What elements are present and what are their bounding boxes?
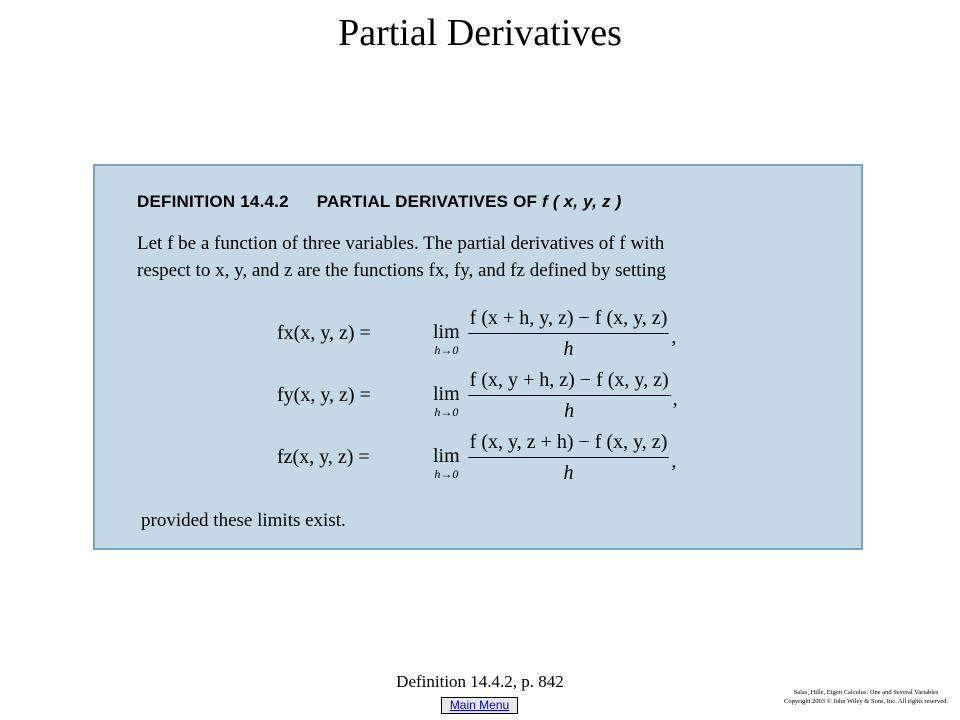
slide-caption: Definition 14.4.2, p. 842: [396, 672, 564, 691]
difference-quotient: [468, 430, 670, 485]
formula-lhs: fx(x, y, z) =: [277, 321, 371, 344]
formula-lhs: fz(x, y, z) =: [277, 445, 370, 468]
numerator: f (x, y, z + h) − f (x, y, z): [468, 430, 670, 458]
formula-fz: [277, 428, 676, 486]
limit-word: lim: [433, 383, 460, 405]
formula-fx: [277, 304, 676, 362]
slide-title: Partial Derivatives: [338, 12, 622, 54]
formula-trail: ,: [671, 325, 677, 348]
copyright-line-1: Salas, Hille, Etgen Calculus: One and Several Variables: [793, 689, 939, 696]
formula-trail: ,: [671, 449, 677, 472]
formula-lhs: fy(x, y, z) =: [277, 383, 371, 406]
formula-trail: ,: [672, 387, 678, 410]
definition-intro: [137, 230, 827, 284]
limit-operator: [433, 445, 460, 481]
difference-quotient: [468, 368, 671, 423]
definition-heading: [137, 192, 621, 212]
limit-word: lim: [433, 321, 460, 343]
numerator: f (x, y + h, z) − f (x, y, z): [468, 368, 671, 396]
limit-operator: [433, 383, 460, 419]
definition-intro-line-2: respect to x, y, and z are the functions fx, fy, and fz defined by setting: [137, 260, 666, 281]
limit-word: lim: [433, 445, 460, 467]
denominator: h: [563, 337, 574, 360]
difference-quotient: [468, 306, 670, 361]
denominator: h: [564, 399, 575, 422]
limit-subscript: h→0: [434, 343, 459, 357]
definition-intro-line-1: Let f be a function of three variables. The partial derivatives of f with: [137, 233, 665, 254]
definition-box: [93, 164, 863, 550]
copyright-notice: [784, 688, 948, 706]
limit-operator: [433, 321, 460, 357]
formula-fy: [277, 366, 678, 424]
copyright-line-2: Copyright 2003 © John Wiley & Sons, Inc. All rights reserved.: [784, 698, 948, 705]
definition-closing: provided these limits exist.: [141, 510, 346, 531]
limit-subscript: h→0: [434, 405, 459, 419]
definition-heading-text: PARTIAL DERIVATIVES OF: [316, 192, 538, 211]
numerator: f (x + h, y, z) − f (x, y, z): [468, 306, 670, 334]
limit-subscript: h→0: [434, 467, 459, 481]
denominator: h: [563, 461, 574, 484]
definition-heading-function: f ( x, y, z ): [542, 192, 622, 211]
main-menu-button[interactable]: Main Menu: [441, 697, 518, 714]
definition-number: DEFINITION 14.4.2: [137, 192, 289, 211]
